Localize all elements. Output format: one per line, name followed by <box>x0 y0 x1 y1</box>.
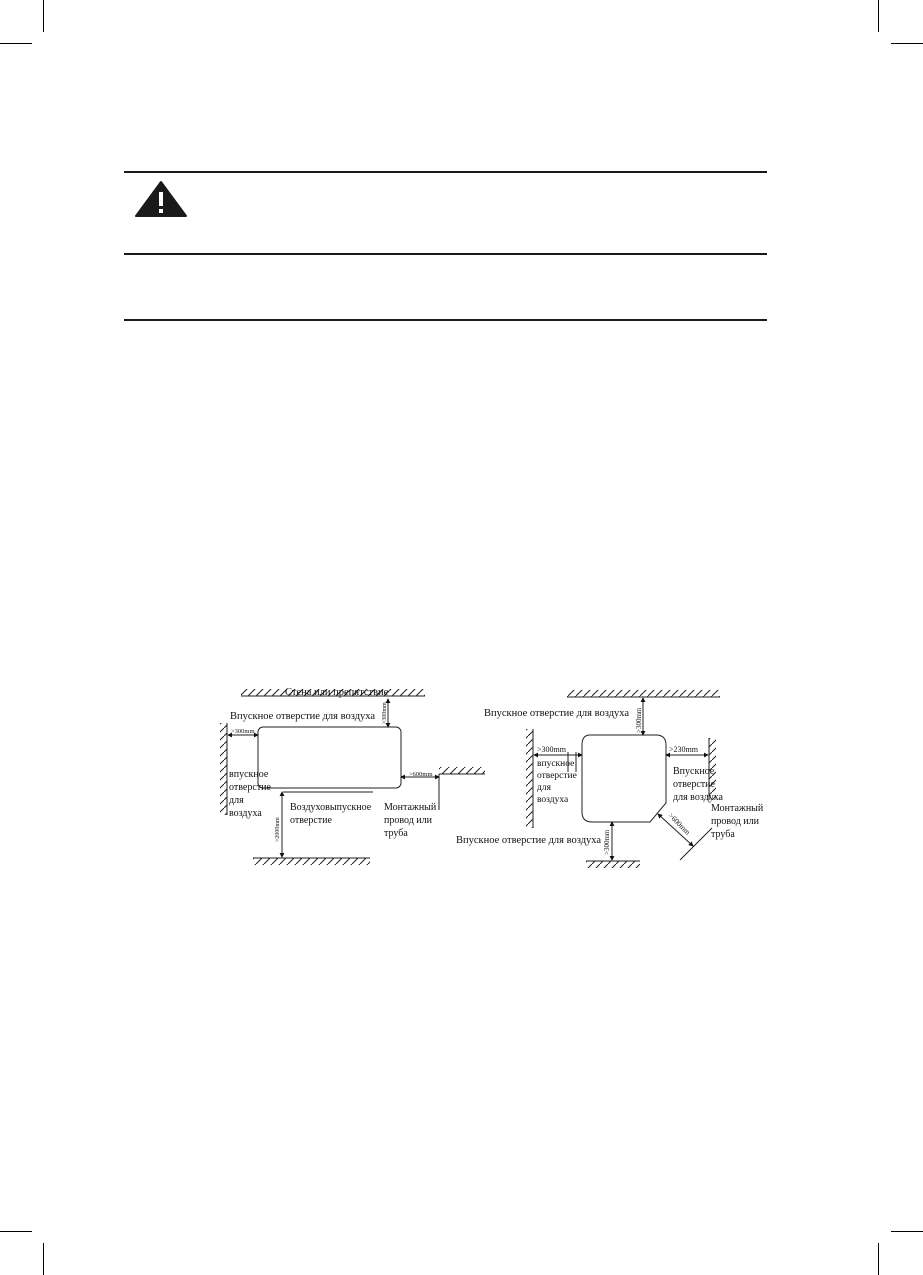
svg-text:провод или: провод или <box>384 815 432 826</box>
right-inlet-left-label <box>537 759 577 805</box>
right-dim-left: >300mm <box>537 745 566 754</box>
svg-text:отверстие: отверстие <box>290 815 332 826</box>
svg-text:впускное: впускное <box>537 759 575 769</box>
svg-text:отверстие: отверстие <box>673 779 715 790</box>
left-dim-bottom: >2000mm <box>275 817 281 842</box>
svg-text:Воздуховыпускное: Воздуховыпускное <box>290 802 372 813</box>
left-dim-left: >300mm <box>231 728 255 735</box>
svg-text:труба: труба <box>384 828 408 839</box>
svg-text:для: для <box>537 783 551 793</box>
left-wall-label: Стена или препятствие <box>285 687 389 698</box>
svg-text:труба: труба <box>711 829 735 840</box>
left-dim-right: >600mm <box>409 771 433 778</box>
right-wiring-label <box>711 803 764 840</box>
svg-text:воздуха: воздуха <box>229 808 262 819</box>
right-dim-bottom: >300mm <box>603 829 611 855</box>
svg-text:воздуха: воздуха <box>537 795 569 805</box>
left-inlet-side-label <box>229 769 272 819</box>
right-inlet-top-label: Впускное отверстие для воздуха <box>484 708 630 719</box>
right-inlet-bottom-label: Впускное отверстие для воздуха <box>456 835 602 846</box>
left-inlet-top-label: Впускное отверстие для воздуха <box>230 711 376 722</box>
left-outlet-label <box>290 802 372 826</box>
right-dim-top: >300mm <box>635 707 643 733</box>
svg-text:отверстие: отверстие <box>229 782 271 793</box>
svg-text:Монтажный: Монтажный <box>711 803 764 814</box>
right-dim-right: >230mm <box>669 745 698 754</box>
svg-text:для воздуха: для воздуха <box>673 792 723 803</box>
svg-text:отверстие: отверстие <box>537 771 577 781</box>
svg-text:Впускное: Впускное <box>673 766 715 777</box>
svg-text:Монтажный: Монтажный <box>384 802 437 813</box>
left-dim-top: >300mm <box>382 702 388 724</box>
svg-text:впускное: впускное <box>229 769 269 780</box>
left-wiring-label <box>384 802 437 839</box>
svg-text:провод или: провод или <box>711 816 759 827</box>
svg-text:для: для <box>229 795 244 806</box>
right-dim-diag: >600mm <box>666 811 693 837</box>
